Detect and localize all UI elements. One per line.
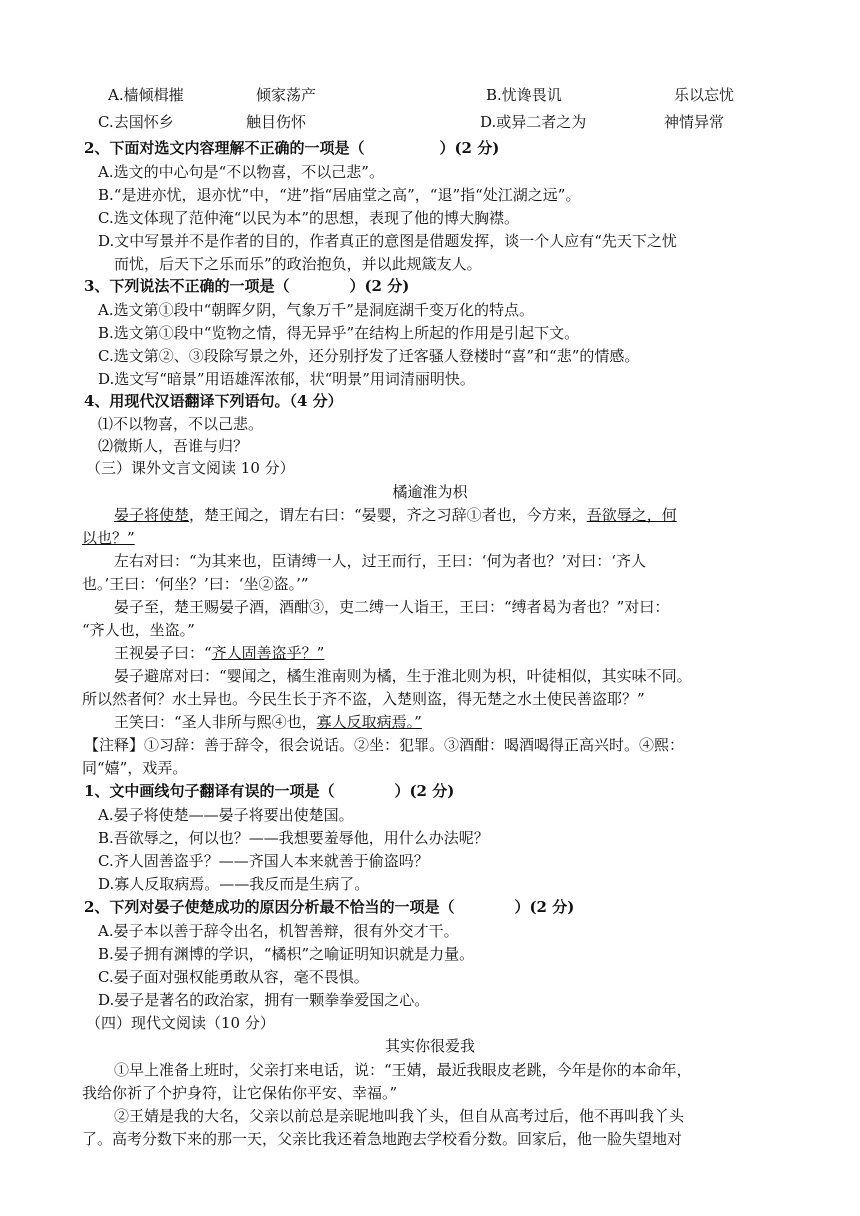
passage-paragraph: 王视晏子曰：“齐人固善盗乎？” — [114, 644, 325, 662]
annotation: 【注释】①习辞：善于辞令，很会说话。②坐：犯罪。③酒酣：喝酒喝得正高兴时。④熙： — [84, 736, 685, 754]
passage-paragraph: 王笑曰：“圣人非所与熙④也，寡人反取病焉。” — [114, 713, 422, 731]
question-title: 2、下列对晏子使楚成功的原因分析最不恰当的一项是（ ）(2 分) — [84, 898, 575, 916]
question-title: 2、下面对选文内容理解不正确的一项是（ ）(2 分) — [84, 139, 500, 157]
choice-c: C.选文第②、③段除写景之外，还分别抒发了迁客骚人登楼时“喜”和“悲”的情感。 — [98, 347, 640, 365]
passage-paragraph-continued: 所以然者何？水土异也。今民生长于齐不盗，入楚则盗，得无楚之水土使民善盗耶？” — [82, 690, 645, 708]
choice-c: C.齐人固善盗乎？——齐国人本来就善于偷盗吗？ — [98, 852, 429, 870]
option-c-word1: C.去国怀乡 — [98, 113, 174, 131]
passage-title: 其实你很爱我 — [384, 1037, 475, 1055]
question-title: 4、用现代汉语翻译下列语句。（4 分） — [84, 392, 343, 410]
choice-a: A.选文的中心句是“不以物喜，不以己悲”。 — [98, 163, 384, 181]
choice-d: D.选文写“暗景”用语雄浑浓郁，状“明景”用词清丽明快。 — [98, 370, 475, 388]
choice-d-continued: 而忧，后天下之乐而乐”的政治抱负，并以此规箴友人。 — [114, 255, 482, 273]
choice-d: D.文中写景并不是作者的目的，作者真正的意图是借题发挥，谈一个人应有“先天下之忧 — [98, 232, 677, 250]
option-c-word2: 触目伤怀 — [246, 113, 307, 131]
passage-paragraph: ②王婧是我的大名，父亲以前总是亲昵地叫我丫头，但自从高考过后，他不再叫我丫头 — [114, 1107, 685, 1125]
passage-paragraph-continued: 了。高考分数下来的那一天，父亲比我还着急地跑去学校看分数。回家后，他一脸失望地对 — [82, 1130, 683, 1148]
annotation-continued: 同“嬉”，戏弄。 — [82, 759, 188, 777]
choice-a: A.选文第①段中“朝晖夕阴，气象万千”是洞庭湖千变万化的特点。 — [98, 301, 534, 319]
option-b-word1: B.忧谗畏讥 — [486, 86, 562, 104]
passage-paragraph-continued: 也。’王曰：‘何坐？’曰：‘坐②盗。’” — [82, 575, 309, 593]
choice-b: B.选文第①段中“览物之情，得无异乎”在结构上所起的作用是引起下文。 — [98, 324, 580, 342]
passage-paragraph-continued: 我给你祈了个护身符，让它保佑你平安、幸福。” — [82, 1084, 398, 1102]
option-b-word2: 乐以忘忧 — [674, 86, 735, 104]
section-heading: （三）课外文言文阅读 10 分） — [86, 459, 295, 477]
question-title: 1、文中画线句子翻译有误的一项是（ ）(2 分) — [84, 782, 455, 800]
question-title: 3、下列说法不正确的一项是（ ）(2 分) — [84, 277, 410, 295]
passage-paragraph: 晏子避席对曰：“婴闻之，橘生淮南则为橘，生于淮北则为枳，叶徒相似，其实味不同。 — [114, 667, 692, 685]
option-d-word2: 神情异常 — [664, 113, 725, 131]
option-a-word1: A.樯倾楫摧 — [108, 86, 184, 104]
choice-c: C.选文体现了范仲淹“以民为本”的思想，表现了他的博大胸襟。 — [98, 209, 520, 227]
passage-paragraph-continued: “齐人也，坐盗。” — [82, 621, 195, 639]
passage-paragraph: 晏子至，楚王赐晏子酒，酒酣③，吏二缚一人诣王，王曰：“缚者曷为者也？”对曰： — [114, 598, 670, 616]
section-heading: （四）现代文阅读（10 分） — [86, 1014, 275, 1032]
passage-paragraph-continued: 以也？” — [82, 529, 135, 547]
choice-a: A.晏子将使楚——晏子将要出使楚国。 — [98, 806, 354, 824]
option-a-word2: 倾家荡产 — [256, 86, 317, 104]
option-d-word1: D.或异二者之为 — [480, 113, 587, 131]
passage-title: 橘逾淮为枳 — [392, 483, 468, 501]
passage-paragraph: 左右对曰：“为其来也，臣请缚一人，过王而行，王曰：‘何为者也？’对曰：‘齐人 — [114, 552, 646, 570]
passage-paragraph: ①早上准备上班时，父亲打来电话，说：“王婧，最近我眼皮老跳，今年是你的本命年， — [114, 1061, 692, 1079]
choice-b: B.“是进亦忧，退亦忧”中，“进”指“居庙堂之高”，“退”指“处江湖之远”。 — [98, 186, 581, 204]
choice-d: D.寡人反取病焉。——我反而是生病了。 — [98, 875, 370, 893]
choice-d: D.晏子是著名的政治家，拥有一颗拳拳爱国之心。 — [98, 991, 430, 1009]
choice-a: A.晏子本以善于辞令出名，机智善辩，很有外交才干。 — [98, 922, 459, 940]
translation-item: ⑴不以物喜，不以己悲。 — [98, 415, 264, 433]
choice-b: B.晏子拥有渊博的学识，“橘枳”之喻证明知识就是力量。 — [98, 945, 475, 963]
translation-item: ⑵微斯人，吾谁与归？ — [98, 437, 249, 455]
choice-c: C.晏子面对强权能勇敢从容，毫不畏惧。 — [98, 968, 369, 986]
choice-b: B.吾欲辱之，何以也？——我想要羞辱他，用什么办法呢？ — [98, 829, 489, 847]
passage-paragraph: 晏子将使楚，楚王闻之，谓左右曰：“晏婴，齐之习辞①者也，今方来，吾欲辱之，何 — [114, 506, 677, 524]
